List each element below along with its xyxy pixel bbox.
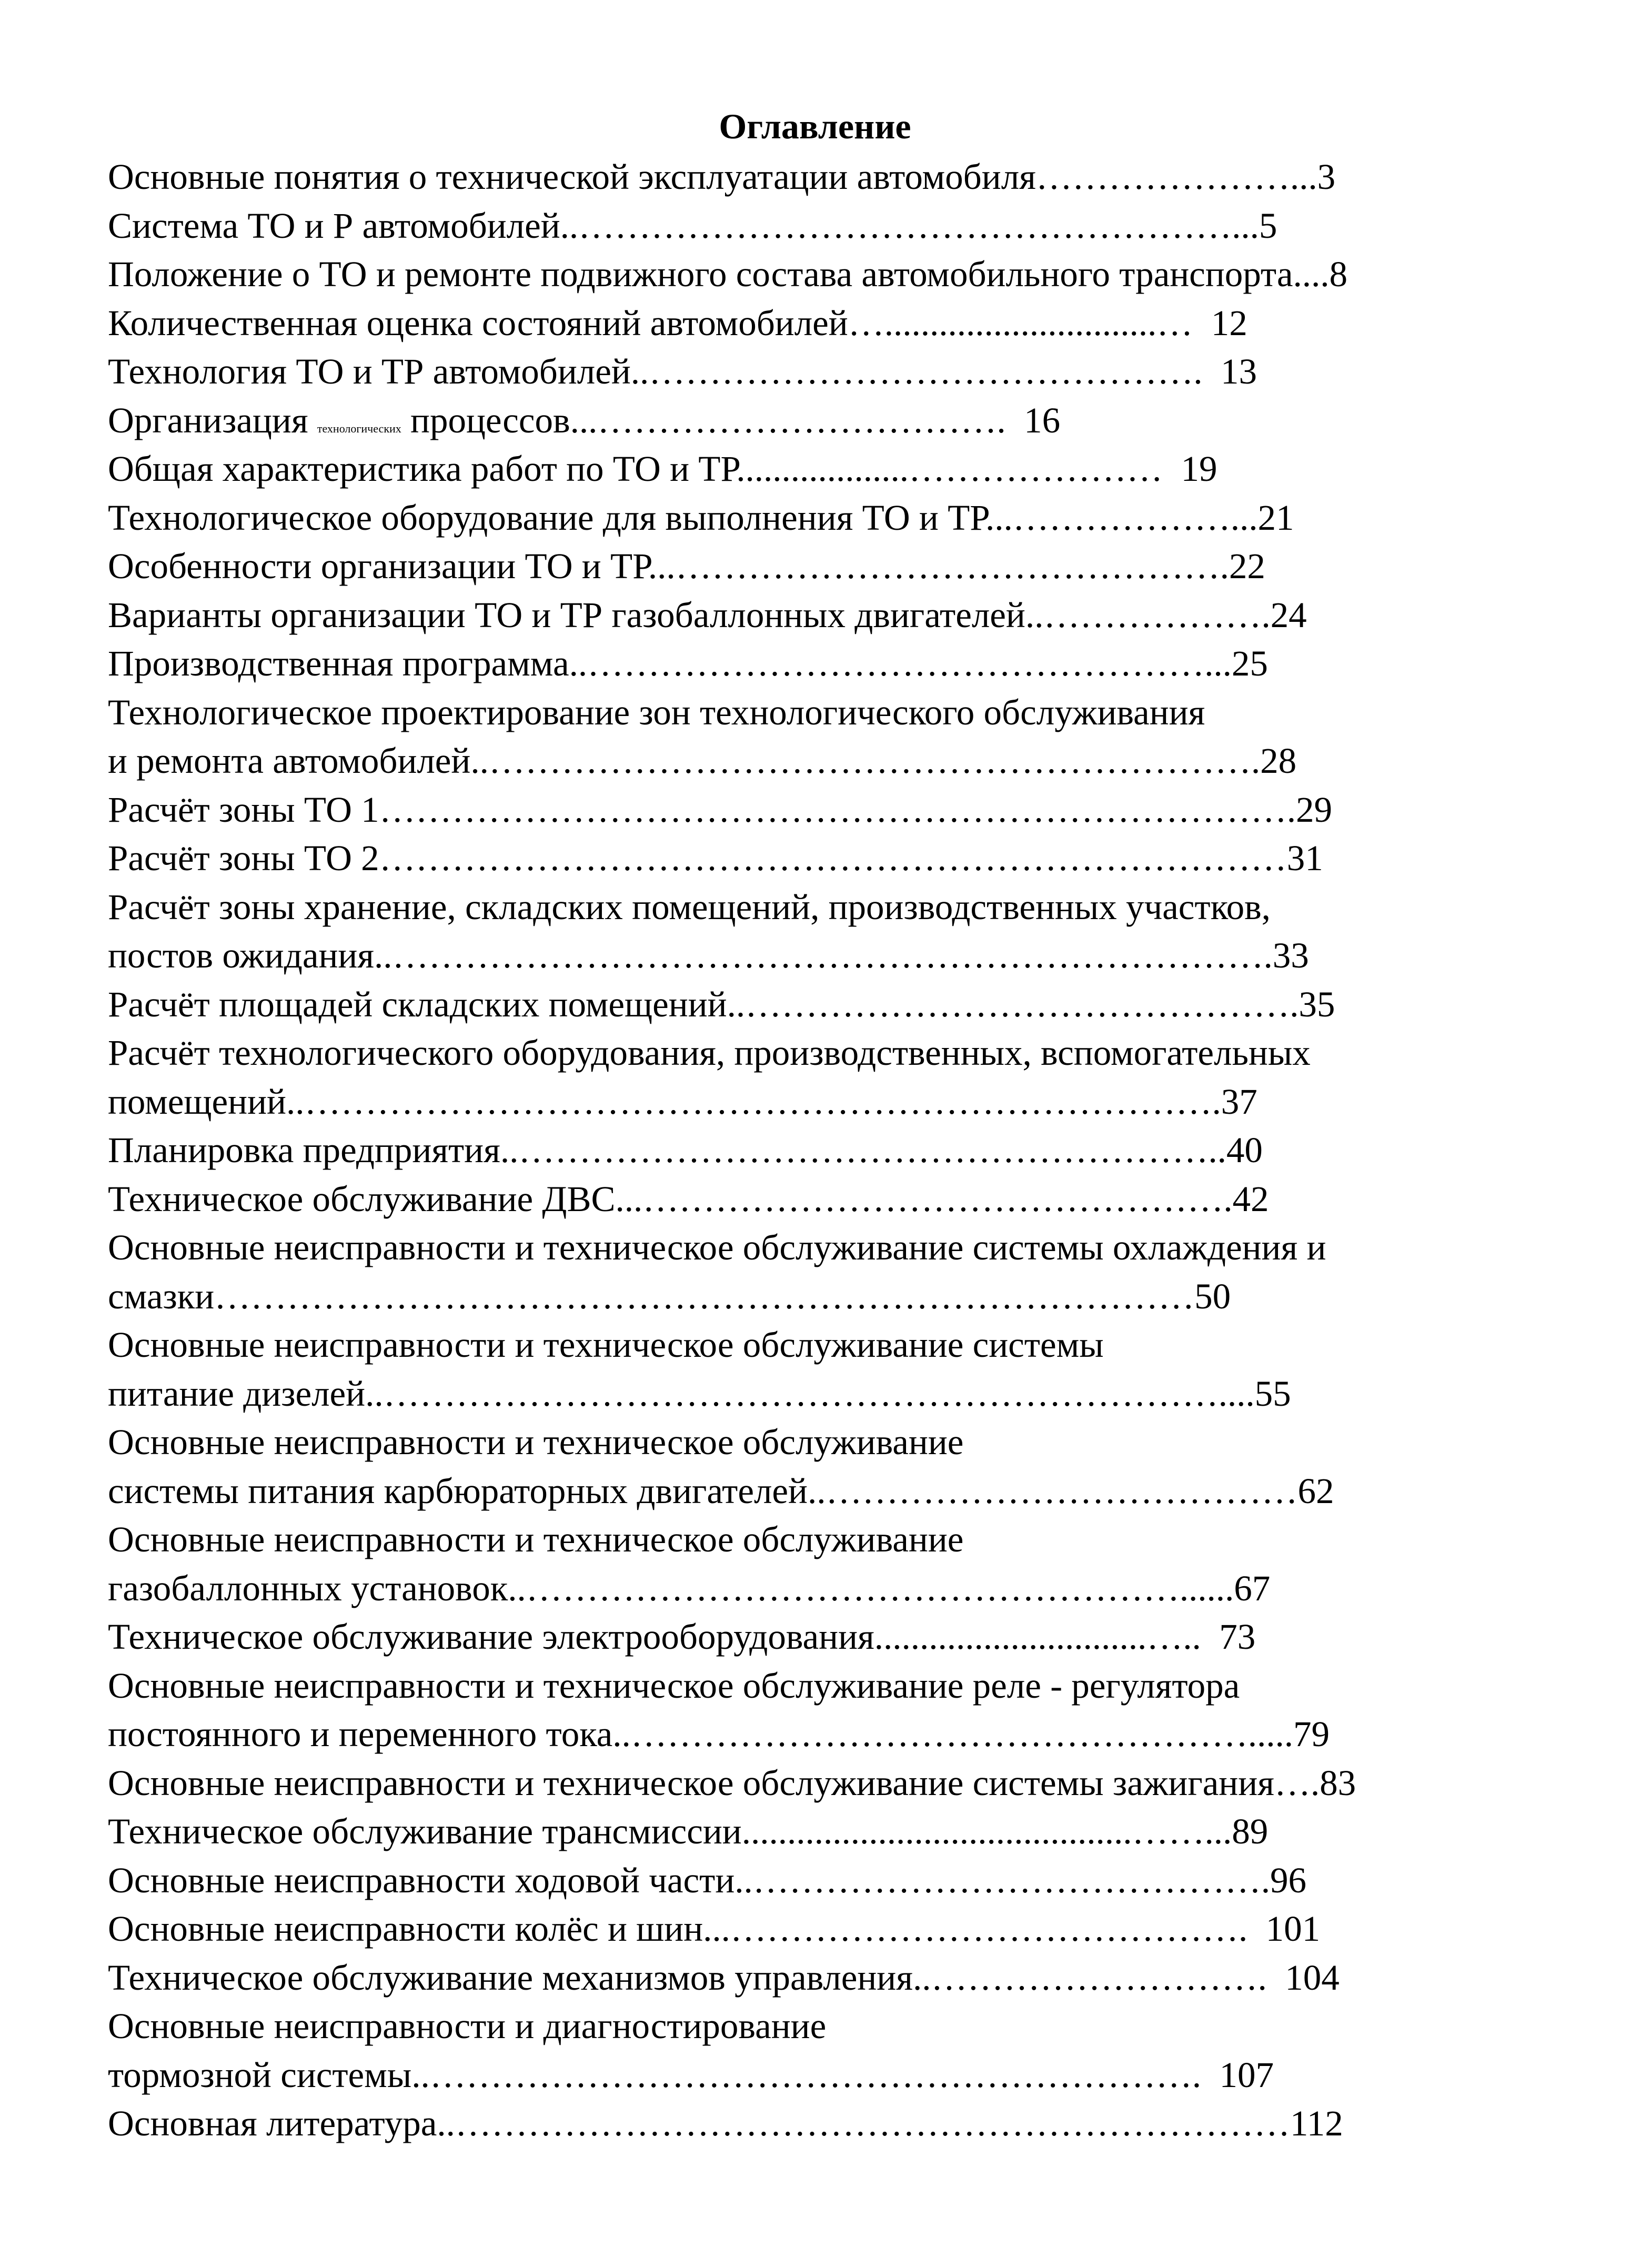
toc-dot-leader: ..………………………………………………... [560,205,1259,246]
toc-dot-leader: ...……………………………. [570,400,1024,440]
toc-entry-small-text: технологических [317,421,401,435]
toc-entry [108,1807,1486,1856]
toc-entry [108,1467,1486,1516]
toc-page-number: .29 [1286,789,1332,830]
toc-page-number: 22 [1229,546,1265,586]
toc-entry [108,1223,1486,1272]
toc-entry-text: системы питания карбюраторных двигателей [108,1470,808,1511]
toc-entry [108,1175,1486,1224]
toc-dot-leader: ..……………………………………………... [569,643,1232,683]
toc-page-number: 112 [1290,2103,1343,2143]
toc-entry [108,493,1486,542]
toc-page-number: 79 [1293,1714,1330,1754]
toc-dot-leader: ..………………………………………………...... [508,1568,1234,1608]
toc-entry [108,250,1486,299]
toc-dot-leader: ……………………………………………………………………… [214,1276,1195,1316]
toc-dot-leader: ...........................................……... [741,1811,1232,1851]
toc-entry [108,2051,1486,2100]
toc-entry [108,1612,1486,1661]
toc-page-number: 96 [1270,1860,1307,1900]
toc-dot-leader: ..……………………………………… [727,984,1290,1024]
toc-entry-text: Основные неисправности и техническое обслуживание [108,1519,964,1559]
toc-entry-text: Техническое обслуживание ДВС [108,1178,616,1219]
toc-entry-text: Основные неисправности и техническое обслуживание системы охлаждения и [108,1227,1326,1267]
toc-entry [108,201,1486,250]
toc-dot-leader: ………………………………………………………………… [379,789,1287,830]
toc-page-number: 107 [1219,2054,1274,2095]
toc-dot-leader: …..............................… [848,303,1211,343]
toc-page-number: 16 [1024,400,1061,440]
toc-dot-leader: ..………………………………………………………………. [374,935,1273,975]
toc-entry-text: Основные неисправности колёс и шин [108,1909,703,1949]
toc-page-number: 83 [1320,1762,1356,1803]
toc-page-number: 5 [1259,205,1277,246]
toc-page-number: .35 [1290,984,1335,1024]
toc-entry [108,445,1486,493]
toc-entry [108,2002,1486,2051]
toc-dot-leader: .... [1293,254,1330,294]
toc-page-number: 25 [1231,643,1268,683]
toc-entry [108,1661,1486,1710]
toc-page-number: 21 [1257,497,1294,538]
toc-page-number: 55 [1254,1373,1291,1414]
toc-dot-leader: ..………………………………………………………. [470,741,1261,781]
toc-entry [108,1272,1486,1321]
toc-entry [108,785,1486,834]
toc-entry [108,1369,1486,1418]
toc-page-number: 50 [1194,1276,1231,1316]
toc-entry-text: Технологическое оборудование для выполнения ТО и ТР [108,497,985,538]
toc-entry-text: постов ожидания [108,935,375,975]
toc-page-number: 67 [1234,1568,1271,1608]
toc-entry [108,396,1486,445]
toc-entry-text: Система ТО и Р автомобилей [108,205,560,246]
toc-entry [108,737,1486,785]
toc-dot-leader: ..…………………………………………………. [500,1130,1218,1170]
toc-list [108,153,1486,2148]
toc-entry [108,639,1486,688]
toc-entry-text: Техническое обслуживание механизмов управления [108,1957,913,1998]
toc-page-number: 12 [1211,303,1247,343]
toc-dot-leader: ...................………………… [736,449,1181,489]
toc-entry [108,299,1486,348]
toc-entry [108,1856,1486,1905]
toc-entry-text: Основная литература [108,2103,437,2143]
toc-entry [108,1077,1486,1126]
toc-entry [108,1759,1486,1808]
toc-entry-text: Технологическое проектирование зон технологического обслуживания [108,692,1205,732]
toc-dot-leader: …. [1274,1762,1320,1803]
toc-entry-text: Технология ТО и ТР автомобилей [108,351,631,391]
toc-entry-text: Особенности организации ТО и ТР [108,546,648,586]
toc-entry [108,1515,1486,1564]
toc-entry-text: Техническое обслуживание электрооборудования [108,1617,874,1657]
toc-entry-text: смазки [108,1276,215,1316]
toc-dot-leader: ………………………………………………………………… [379,838,1287,878]
toc-entry-text: Планировка предприятия [108,1130,500,1170]
toc-dot-leader: ..………………………………………………………. [411,2054,1220,2095]
toc-entry-text: Основные неисправности и техническое обслуживание реле - регулятора [108,1665,1240,1706]
toc-entry-text: Основные неисправности и техническое обслуживание системы зажигания [108,1762,1274,1803]
toc-entry [108,980,1486,1029]
toc-entry [108,1564,1486,1613]
toc-entry [108,347,1486,396]
toc-entry-text: Основные неисправности и техническое обслуживание системы [108,1325,1104,1365]
toc-entry-text: питание дизелей [108,1373,366,1414]
toc-dot-leader: ..………………………………… [807,1470,1298,1511]
toc-dot-leader: ..………………………………………. [630,351,1221,391]
toc-page-number: 73 [1219,1617,1256,1657]
toc-dot-leader: ..………………. [1025,594,1271,635]
toc-entry-text: Основные неисправности и техническое обслуживание [108,1422,964,1462]
toc-entry [108,931,1486,980]
toc-entry [108,688,1486,737]
toc-entry-text: Расчёт площадей складских помещений [108,984,727,1024]
toc-entry-text: Основные понятия о технической эксплуатации автомобиля [108,157,1036,197]
toc-entry-text: Расчёт технологического оборудования, производственных, вспомогательных [108,1033,1311,1073]
toc-entry [108,1953,1486,2002]
toc-entry-text: процессов [401,400,570,440]
toc-page-number: 104 [1285,1957,1340,1998]
toc-entry-text: постоянного и переменного тока [108,1714,613,1754]
toc-entry [108,1418,1486,1467]
toc-dot-leader: ..……………………………………………..... [612,1714,1294,1754]
toc-page-number: 42 [1232,1178,1269,1219]
toc-dot-leader: ..………………………. [912,1957,1285,1998]
toc-entry-text: Производственная программа [108,643,569,683]
toc-dot-leader: ...………………... [985,497,1258,538]
toc-entry [108,2099,1486,2148]
toc-page-number: 33 [1272,935,1309,975]
toc-entry-text: газобаллонных установок [108,1568,508,1608]
toc-entry-text: Организация [108,400,317,440]
toc-dot-leader: ...………………………………………. [648,546,1229,586]
toc-page-number: 89 [1232,1811,1269,1851]
toc-entry [108,1029,1486,1077]
toc-title: Оглавление [719,106,911,146]
toc-entry-text: Варианты организации ТО и ТР газобаллонных двигателей [108,594,1025,635]
toc-dot-leader: ...…………………………………………. [615,1178,1233,1219]
toc-entry-text: Общая характеристика работ по ТО и ТР [108,449,737,489]
toc-page-number: 62 [1297,1470,1334,1511]
toc-dot-leader: ...……………………………………. [703,1909,1266,1949]
toc-entry [108,834,1486,883]
toc-page-number: 37 [1221,1081,1257,1122]
toc-entry-text: тормозной системы [108,2054,412,2095]
toc-page-number: 28 [1260,741,1297,781]
toc-dot-leader: …………………... [1035,157,1317,197]
toc-page-number: 3 [1317,157,1336,197]
toc-entry-text: Основные неисправности и диагностирование [108,2006,827,2046]
toc-entry [108,1126,1486,1175]
toc-entry-text: Основные неисправности ходовой части [108,1860,735,1900]
toc-entry [108,1904,1486,1953]
toc-page-number: 13 [1221,351,1257,391]
toc-dot-leader: ..…………………………………………………………… [437,2103,1290,2143]
toc-entry [108,153,1486,201]
toc-entry-text: Количественная оценка состояний автомобилей [108,303,848,343]
toc-page-number: 19 [1181,449,1218,489]
toc-page-number: 8 [1329,254,1347,294]
toc-entry [108,591,1486,640]
toc-entry-text: помещений [108,1081,286,1122]
toc-dot-leader: ..............................….. [874,1617,1220,1657]
toc-entry [108,542,1486,591]
toc-page-number: 31 [1286,838,1323,878]
toc-dot-leader: ..……………………………………. [734,1860,1271,1900]
toc-entry-text: Техническое обслуживание трансмиссии [108,1811,742,1851]
toc-entry-text: Положение о ТО и ремонте подвижного состава автомобильного транспорта [108,254,1293,294]
toc-entry-text: и ремонта автомобилей [108,741,471,781]
toc-entry-text: Расчёт зоны хранение, складских помещений, производственных участков, [108,886,1271,927]
toc-dot-leader: ..…………………………………………………………………. [286,1081,1221,1122]
toc-page-number: 24 [1270,594,1307,635]
toc-dot-leader: ..…………………………………………………………….... [365,1373,1255,1414]
toc-entry [108,883,1486,932]
toc-entry [108,1710,1486,1759]
toc-entry-text: Расчёт зоны ТО 2 [108,838,379,878]
toc-entry-text: Расчёт зоны ТО 1 [108,789,379,830]
toc-page-number: .40 [1217,1130,1263,1170]
toc-page-number: 101 [1265,1909,1321,1949]
toc-entry [108,1321,1486,1369]
